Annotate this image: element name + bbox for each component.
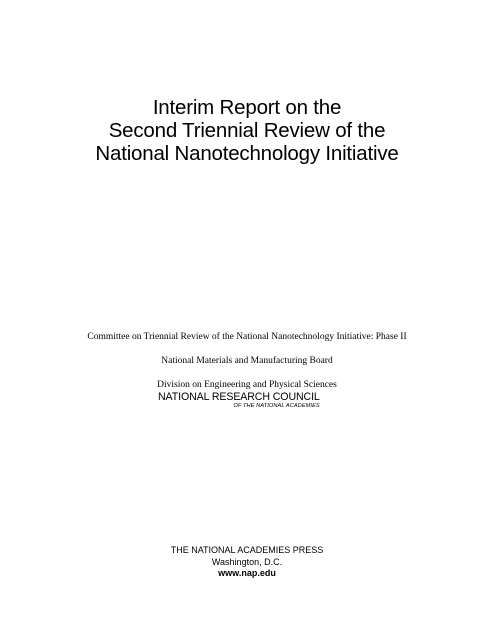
title-line-3: National Nanotechnology Initiative (95, 142, 399, 165)
publisher-block (0, 545, 494, 580)
council-subtitle: OF THE NATIONAL ACADEMIES (233, 403, 320, 409)
division-name: Division on Engineering and Physical Sciences (157, 380, 337, 390)
publisher-location: Washington, D.C. (211, 556, 283, 567)
publisher-name: THE NATIONAL ACADEMIES PRESS (170, 545, 324, 555)
title-line-2: Second Triennial Review of the (108, 119, 386, 142)
author-organizations (0, 331, 494, 392)
council-name: NATIONAL RESEARCH COUNCIL (158, 391, 320, 403)
title-line-1: Interim Report on the (152, 96, 342, 119)
report-title (0, 96, 494, 165)
national-research-council-logo (158, 391, 320, 410)
committee-name: Committee on Triennial Review of the National Nanotechnology Initiative: Phase II (87, 332, 407, 342)
publisher-url: www.nap.edu (218, 568, 276, 578)
board-name: National Materials and Manufacturing Board (161, 356, 333, 366)
